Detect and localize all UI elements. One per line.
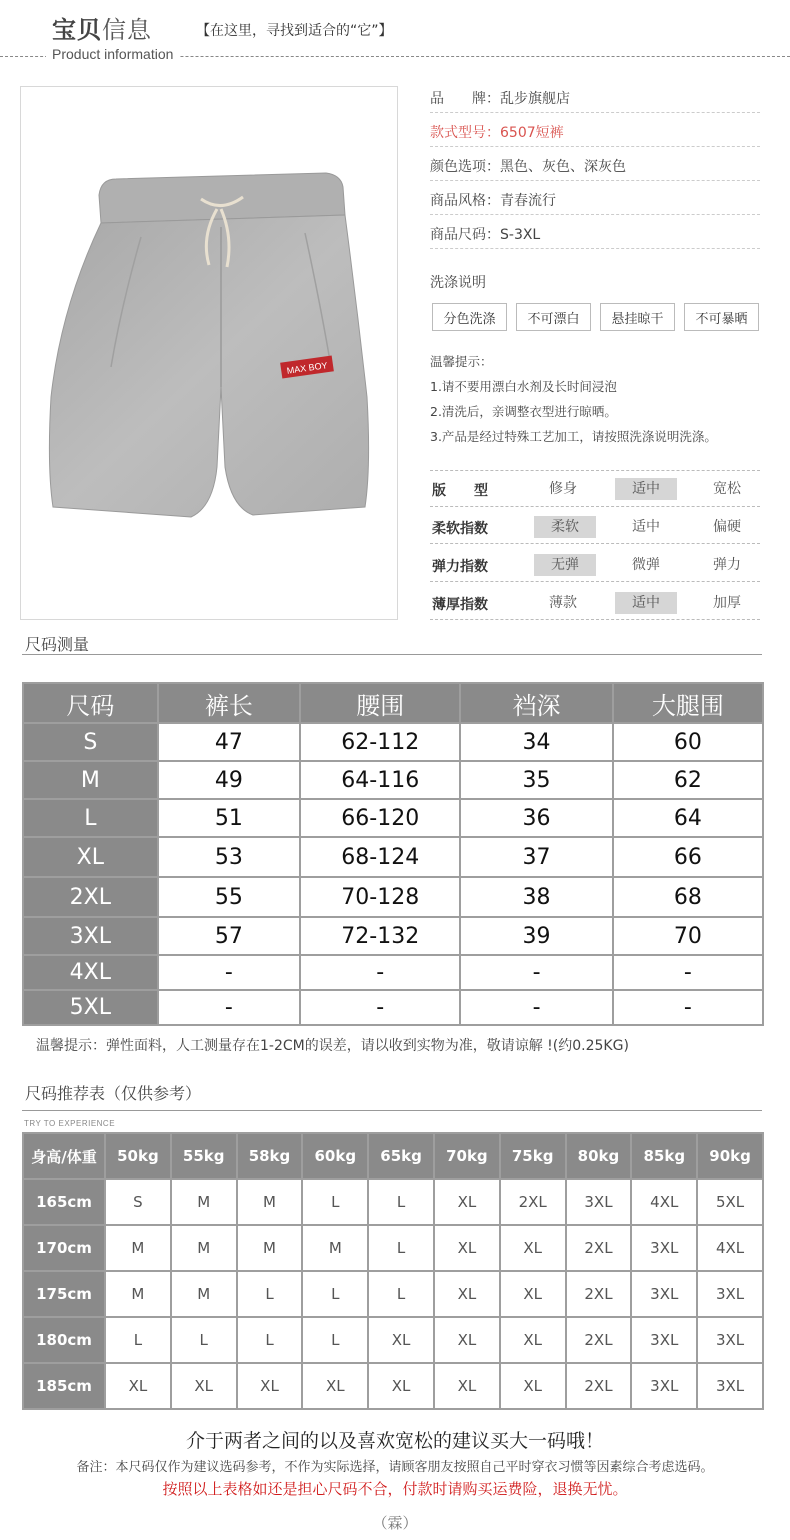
table-cell: - [158,990,300,1025]
index-label: 版 型 [432,483,488,499]
tips-line: 2.清洗后，亲调整衣型进行晾晒。 [430,404,617,419]
wash-tag: 分色洗涤 [432,303,507,331]
table-cell: M [171,1225,237,1271]
table-cell: - [158,955,300,990]
attr-style: 商品风格：青春流行 [430,193,556,209]
table-header: 70kg [434,1133,500,1179]
table-cell: L [237,1317,303,1363]
table-header: 80kg [566,1133,632,1179]
table-cell: 35 [460,761,612,799]
table-cell: 47 [158,723,300,761]
table-row [23,877,763,917]
index-option-selected: 适中 [615,592,677,614]
table-cell: 170cm [23,1225,105,1271]
table-cell: - [613,990,763,1025]
table-cell: 3XL [697,1317,763,1363]
table-cell: 34 [460,723,612,761]
attr-colors: 颜色选项：黑色、灰色、深灰色 [430,159,626,175]
table-header: 65kg [368,1133,434,1179]
recommend-section-title: 尺码推荐表（仅供参考） [25,1084,202,1103]
table-cell: 51 [158,799,300,837]
divider [22,1110,762,1111]
brand-tag: MAX BOY [286,360,329,376]
divider [430,180,760,181]
table-cell: 3XL [697,1363,763,1409]
tips-title: 温馨提示： [430,354,493,369]
table-row [23,837,763,877]
table-cell: XL [105,1363,171,1409]
table-cell: 2XL [566,1317,632,1363]
table-cell: XL [434,1363,500,1409]
table-cell: XL [171,1363,237,1409]
attr-sizes: 商品尺码：S-3XL [430,227,541,243]
table-row [23,990,763,1025]
index-option-selected: 适中 [615,478,677,500]
table-cell: 49 [158,761,300,799]
attr-brand: 品 牌：乱步旗舰店 [430,91,570,107]
section-title: 宝贝信息 [52,16,152,44]
size-table [22,682,764,1026]
footer-remark: 备注：本尺码仅作为建议选码参考，不作为实际选择，请顾客朋友按照自己平时穿衣习惯等因素综合考虑选码。 [76,1460,714,1475]
table-cell: 2XL [23,877,158,917]
table-cell: L [171,1317,237,1363]
table-cell: 64 [613,799,763,837]
index-option: 微弹 [632,557,660,573]
tips-line: 3.产品是经过特殊工艺加工，请按照洗涤说明洗涤。 [430,429,717,444]
table-cell: L [237,1271,303,1317]
divider [430,470,760,471]
table-cell: L [302,1271,368,1317]
table-cell: 72-132 [300,917,460,955]
table-cell: 70-128 [300,877,460,917]
table-header: 75kg [500,1133,566,1179]
table-cell: XL [368,1363,434,1409]
wash-tag: 不可漂白 [516,303,591,331]
table-cell: L [368,1179,434,1225]
table-cell: 37 [460,837,612,877]
wash-tag: 悬挂晾干 [600,303,675,331]
table-cell: 4XL [631,1179,697,1225]
table-header: 55kg [171,1133,237,1179]
table-cell: 3XL [631,1317,697,1363]
table-cell: XL [500,1363,566,1409]
size-section-title: 尺码测量 [25,635,90,654]
table-cell: L [302,1317,368,1363]
table-cell: L [105,1317,171,1363]
table-header: 尺码 [23,683,158,723]
table-cell: XL [500,1271,566,1317]
section-subtitle: 【在这里，寻找到适合的“它”】 [196,23,393,39]
divider [430,543,760,544]
table-cell: 36 [460,799,612,837]
index-option-selected: 柔软 [534,516,596,538]
table-cell: M [237,1179,303,1225]
table-header: 60kg [302,1133,368,1179]
attr-model: 款式型号：6507短裤 [430,125,564,141]
recommend-section-english: TRY TO EXPERIENCE [24,1119,116,1128]
divider [430,581,760,582]
table-cell: - [300,955,460,990]
index-option: 薄款 [549,595,577,611]
table-cell: M [171,1271,237,1317]
table-cell: 62 [613,761,763,799]
index-option: 弹力 [713,557,741,573]
table-row [23,761,763,799]
recommend-table [22,1132,764,1410]
table-cell: - [460,955,612,990]
tips-line: 1.请不要用漂白水剂及长时间浸泡 [430,379,617,394]
table-cell: 57 [158,917,300,955]
shorts-illustration [21,87,397,619]
table-cell: 185cm [23,1363,105,1409]
divider [22,654,762,655]
footer-signature: （霖） [372,1514,418,1532]
table-row [23,1179,763,1225]
table-cell: 5XL [23,990,158,1025]
divider [430,619,760,620]
table-cell: L [368,1225,434,1271]
index-option: 适中 [632,519,660,535]
table-cell: L [23,799,158,837]
table-cell: 2XL [566,1225,632,1271]
index-label: 弹力指数 [432,559,488,575]
table-header: 85kg [631,1133,697,1179]
footer-advice: 介于两者之间的以及喜欢宽松的建议买大一码哦！ [185,1430,604,1452]
table-row [23,955,763,990]
table-row [23,1271,763,1317]
table-cell: 66 [613,837,763,877]
divider [430,146,760,147]
table-header-row [23,1133,763,1179]
table-header: 58kg [237,1133,303,1179]
section-english-title: Product information [46,46,179,62]
table-cell: S [23,723,158,761]
table-cell: XL [302,1363,368,1409]
table-cell: M [105,1225,171,1271]
table-cell: S [105,1179,171,1225]
table-cell: 55 [158,877,300,917]
table-cell: 66-120 [300,799,460,837]
table-cell: XL [434,1179,500,1225]
wash-title: 洗涤说明 [430,275,486,291]
table-row [23,1317,763,1363]
table-cell: 3XL [23,917,158,955]
table-cell: 2XL [566,1271,632,1317]
table-cell: XL [434,1271,500,1317]
table-cell: M [237,1225,303,1271]
table-cell: M [171,1179,237,1225]
table-cell: XL [500,1225,566,1271]
index-option-selected: 无弹 [534,554,596,576]
table-cell: 62-112 [300,723,460,761]
table-cell: 39 [460,917,612,955]
table-header: 90kg [697,1133,763,1179]
divider [430,506,760,507]
wash-tag: 不可暴晒 [684,303,759,331]
table-cell: 60 [613,723,763,761]
table-cell: 180cm [23,1317,105,1363]
table-header: 大腿围 [613,683,763,723]
table-cell: 2XL [566,1363,632,1409]
table-cell: 3XL [631,1271,697,1317]
table-cell: 3XL [566,1179,632,1225]
table-cell: - [460,990,612,1025]
table-cell: - [300,990,460,1025]
table-cell: M [302,1225,368,1271]
index-label: 柔软指数 [432,521,488,537]
table-cell: XL [434,1317,500,1363]
table-row [23,917,763,955]
table-cell: 68-124 [300,837,460,877]
divider [430,112,760,113]
footer-warning: 按照以上表格如还是担心尺码不合，付款时请购买运费险，退换无忧。 [162,1480,628,1498]
table-cell: L [368,1271,434,1317]
table-cell: 5XL [697,1179,763,1225]
table-row [23,1225,763,1271]
size-note: 温馨提示：弹性面料，人工测量存在1-2CM的误差，请以收到实物为准，敬请谅解 !(约0.25KG) [36,1038,629,1054]
table-cell: XL [434,1225,500,1271]
divider [430,214,760,215]
table-header: 裤长 [158,683,300,723]
index-label: 薄厚指数 [432,597,488,613]
table-cell: 165cm [23,1179,105,1225]
product-image [20,86,398,620]
index-option: 加厚 [713,595,741,611]
table-header: 50kg [105,1133,171,1179]
table-cell: XL [237,1363,303,1409]
index-option: 宽松 [713,481,741,497]
divider [430,248,760,249]
table-header: 裆深 [460,683,612,723]
table-cell: 3XL [631,1363,697,1409]
table-cell: XL [23,837,158,877]
table-cell: - [613,955,763,990]
index-option: 偏硬 [713,519,741,535]
table-row [23,723,763,761]
index-option: 修身 [549,481,577,497]
table-cell: 3XL [697,1271,763,1317]
table-row [23,799,763,837]
table-row [23,1363,763,1409]
table-cell: XL [368,1317,434,1363]
table-cell: 175cm [23,1271,105,1317]
table-cell: M [105,1271,171,1317]
table-cell: 38 [460,877,612,917]
table-cell: 4XL [23,955,158,990]
table-cell: 53 [158,837,300,877]
table-cell: 3XL [631,1225,697,1271]
table-header: 身高/体重 [23,1133,105,1179]
table-cell: L [302,1179,368,1225]
table-cell: 2XL [500,1179,566,1225]
table-header-row [23,683,763,723]
table-cell: 64-116 [300,761,460,799]
table-cell: 68 [613,877,763,917]
table-cell: M [23,761,158,799]
table-cell: 4XL [697,1225,763,1271]
table-cell: 70 [613,917,763,955]
table-header: 腰围 [300,683,460,723]
table-cell: XL [500,1317,566,1363]
